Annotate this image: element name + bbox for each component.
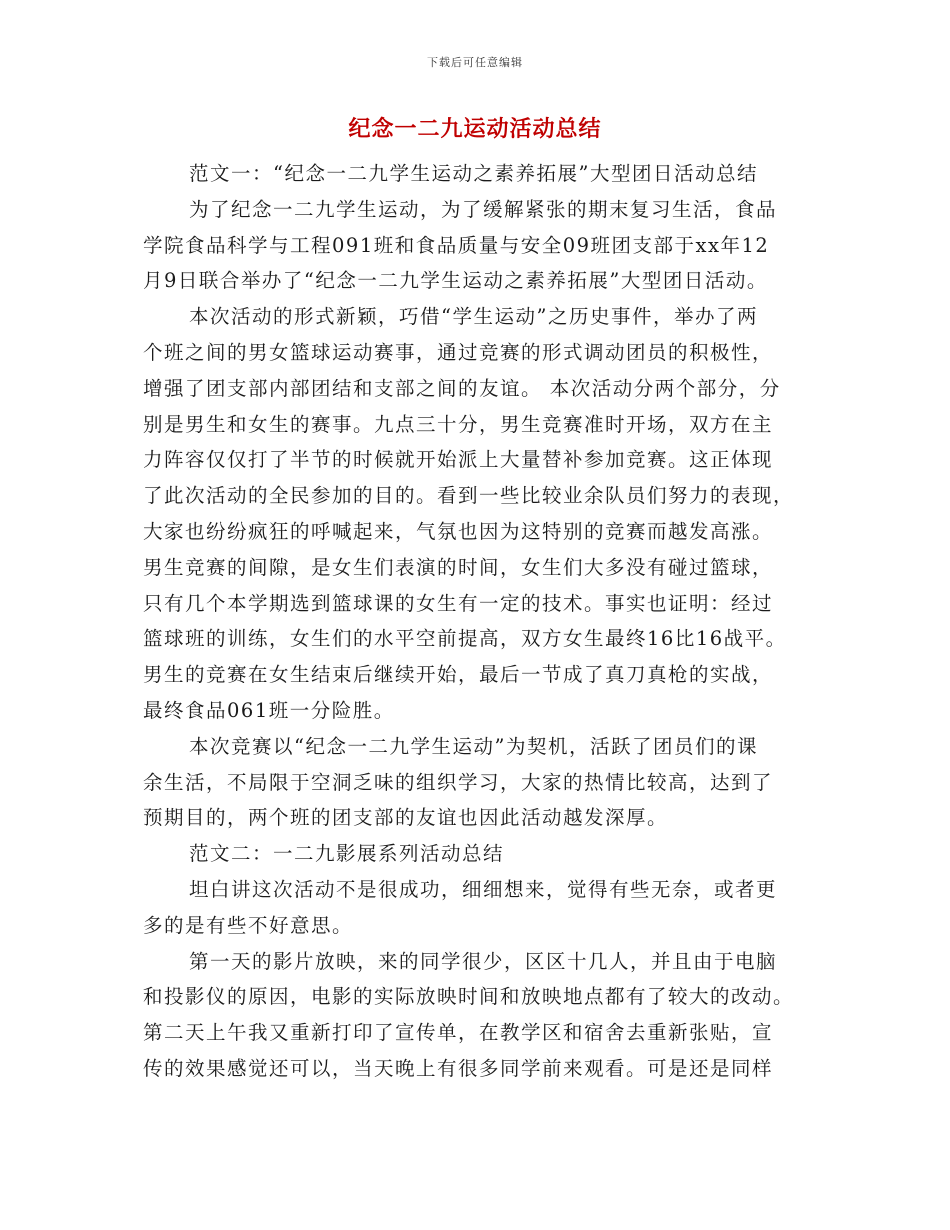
text-line: 大家也纷纷疯狂的呼喊起来，气氛也因为这特别的竞赛而越发高涨。 (143, 519, 774, 543)
text-line: 范文二：一二九影展系列活动总结 (189, 842, 505, 866)
text-line: 本次竞赛以“纪念一二九学生运动”为契机，活跃了团员们的课 (189, 734, 758, 758)
page-title: 纪念一二九运动活动总结 (348, 116, 602, 142)
text-line: 第二天上午我又重新打印了宣传单，在教学区和宿舍去重新张贴，宣 (143, 1021, 774, 1045)
text-line: 月9日联合举办了“纪念一二九学生运动之素养拓展”大型团日活动。 (143, 269, 768, 293)
text-line: 第一天的影片放映，来的同学很少，区区十几人，并且由于电脑 (189, 949, 778, 973)
text-line: 只有几个本学期选到篮球课的女生有一定的技术。事实也证明：经过 (143, 591, 774, 615)
text-line: 预期目的，两个班的团支部的友谊也因此活动越发深厚。 (143, 806, 669, 830)
text-line: 传的效果感觉还可以，当天晚上有很多同学前来观看。可是还是同样 (143, 1056, 774, 1080)
text-line: 和投影仪的原因，电影的实际放映时间和放映地点都有了较大的改动。 (143, 985, 795, 1009)
document-body (143, 156, 809, 1087)
text-line: 男生竞赛的间隙，是女生们表演的时间，女生们大多没有碰过篮球， (143, 555, 774, 579)
text-line: 为了纪念一二九学生运动，为了缓解紧张的期末复习生活，食品 (189, 197, 778, 221)
text-line: 男生的竞赛在女生结束后继续开始，最后一节成了真刀真枪的实战， (143, 663, 774, 687)
text-line: 个班之间的男女篮球运动赛事，通过竞赛的形式调动团员的积极性， (143, 340, 774, 364)
text-line: 坦白讲这次活动不是很成功，细细想来，觉得有些无奈，或者更 (189, 877, 778, 901)
text-line: 篮球班的训练，女生们的水平空前提高，双方女生最终16比16战平。 (143, 627, 787, 651)
text-line: 本次活动的形式新颖，巧借“学生运动”之历史事件，举办了两 (189, 305, 758, 329)
text-line: 余生活，不局限于空洞乏味的组织学习，大家的热情比较高，达到了 (143, 770, 774, 794)
text-line: 多的是有些不好意思。 (143, 913, 354, 937)
text-line: 增强了团支部内部团结和支部之间的友谊。 本次活动分两个部分，分 (143, 376, 781, 400)
text-line: 范文一：“纪念一二九学生运动之素养拓展”大型团日活动总结 (189, 162, 758, 185)
text-line: 别是男生和女生的赛事。九点三十分，男生竞赛准时开场，双方在主 (143, 412, 774, 436)
text-line: 学院食品科学与工程091班和食品质量与安全09班团支部于xx年12 (143, 233, 770, 257)
text-line: 力阵容仅仅打了半节的时候就开始派上大量替补参加竞赛。这正体现 (143, 448, 774, 472)
text-line: 最终食品061班一分险胜。 (143, 698, 395, 722)
text-line: 了此次活动的全民参加的目的。看到一些比较业余队员们努力的表现， (143, 484, 795, 508)
header-note: 下载后可任意编辑 (427, 56, 523, 69)
